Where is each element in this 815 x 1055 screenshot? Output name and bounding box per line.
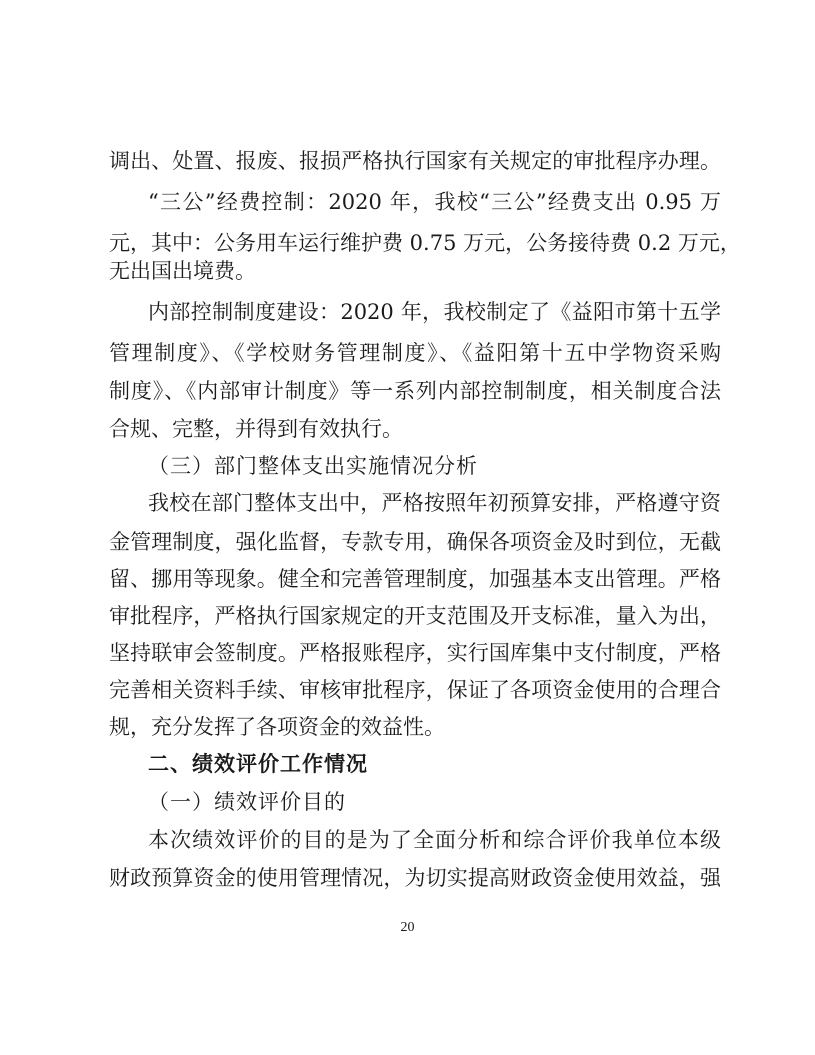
text-line-6: 管理制度》、《学校财务管理制度》、《益阳第十五中学物资采购 [109,341,721,365]
section-heading-2: 二、绩效评价工作情况 [148,752,368,776]
text-line-7: 制度》、《内部审计制度》等一系列内部控制制度，相关制度合法 [109,379,721,403]
text-line-8: 合规、完整，并得到有效执行。 [109,417,403,441]
text-line-15: 完善相关资料手续、审核审批程序，保证了各项资金使用的合理合 [109,678,721,702]
text-line-2: “三公”经费控制：2020 年，我校“三公”经费支出 0.95 万 [148,190,721,214]
text-line-19: 本次绩效评价的目的是为了全面分析和综合评价我单位本级 [148,828,721,852]
text-line-12: 留、挪用等现象。健全和完善管理制度，加强基本支出管理。严格 [109,567,721,591]
section-subheading-1: （一）绩效评价目的 [148,790,346,814]
page-number: 20 [400,920,415,935]
text-line-13: 审批程序，严格执行国家规定的开支范围及开支标准，量入为出， [109,604,721,628]
text-line-1: 调出、处置、报废、报损严格执行国家有关规定的审批程序办理。 [109,149,721,173]
text-line-3: 元，其中：公务用车运行维护费 0.75 万元，公务接待费 0.2 万元， [109,231,741,255]
text-line-20: 财政预算资金的使用管理情况，为切实提高财政资金使用效益，强 [109,866,721,890]
text-line-14: 坚持联审会签制度。严格报账程序，实行国库集中支付制度，严格 [109,641,721,665]
text-line-5: 内部控制制度建设：2020 年，我校制定了《益阳市第十五学 [148,300,721,324]
text-line-4: 无出国出境费。 [109,259,256,283]
section-subheading-3: （三）部门整体支出实施情况分析 [148,454,478,478]
text-line-10: 我校在部门整体支出中，严格按照年初预算安排，严格遵守资 [148,491,721,515]
text-line-11: 金管理制度，强化监督，专款专用，确保各项资金及时到位，无截 [109,530,721,554]
text-line-16: 规，充分发挥了各项资金的效益性。 [109,715,445,739]
